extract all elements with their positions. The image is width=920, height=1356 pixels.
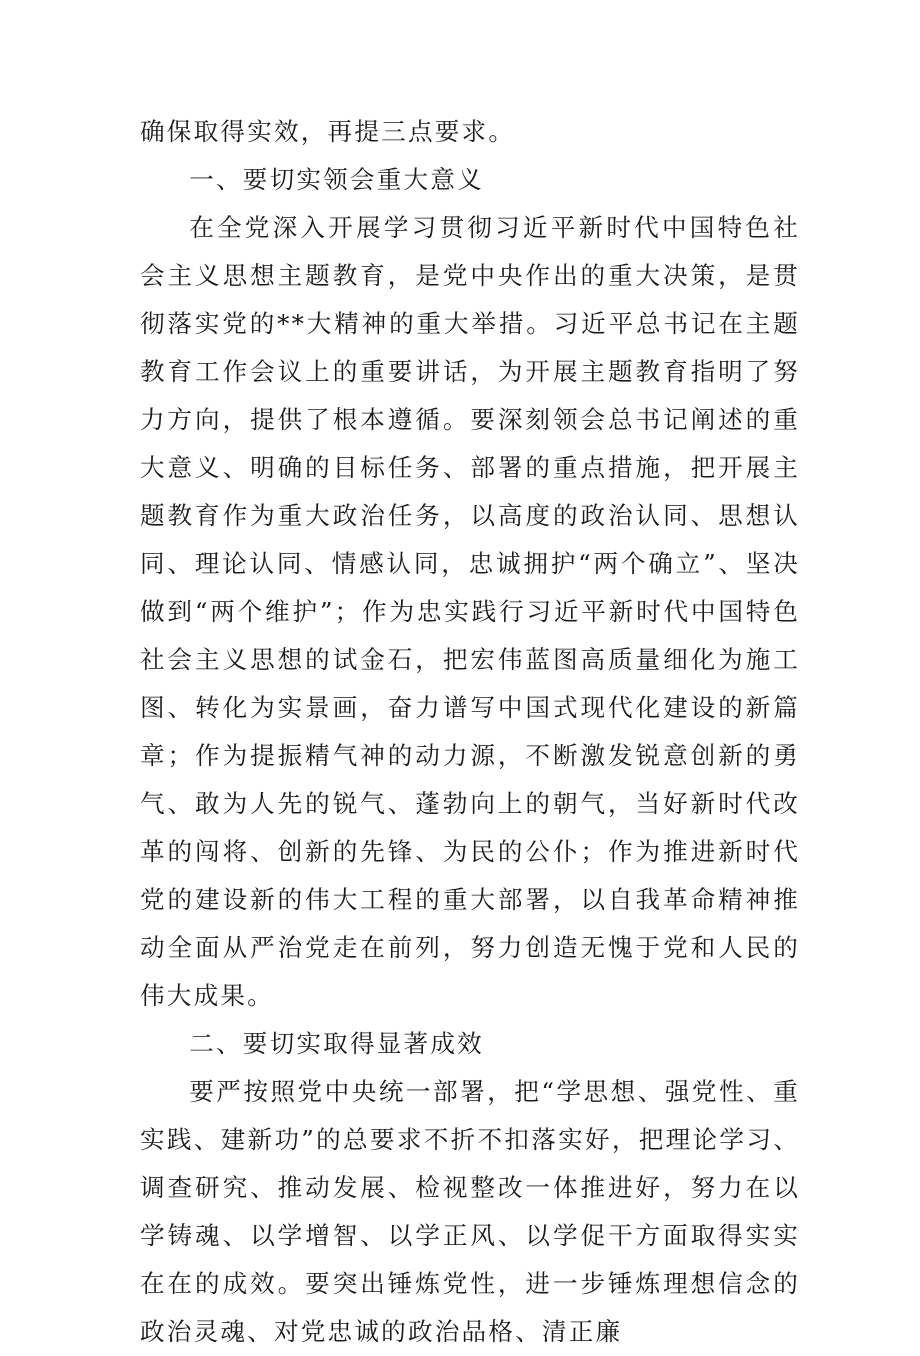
body-paragraph-1: 在全党深入开展学习贯彻习近平新时代中国特色社会主义思想主题教育，是党中央作出的重大决策，是贯彻落实党的**大精神的重大举措。习近平总书记在主题教育工作会议上的重要讲话，为开展主题教育指明了努力方向，提供了根本遵循。要深刻领会总书记阐述的重大意义、明确的目标任务、部署的重点措施，把开展主题教育作为重大政治任务，以高度的政治认同、思想认同、理论认同、情感认同，忠诚拥护“两个确立”、坚决做到“两个维护”；作为忠实践行习近平新时代中国特色社会主义思想的试金石，把宏伟蓝图高质量细化为施工图、转化为实景画，奋力谱写中国式现代化建设的新篇章；作为提振精气神的动力源，不断激发锐意创新的勇气、敢为人先的锐气、蓬勃向上的朝气，当好新时代改革的闯将、创新的先锋、为民的公仆；作为推进新时代党的建设新的伟大工程的重大部署，以自我革命精神推动全面从严治党走在前列，努力创造无愧于党和人民的伟大成果。	[140, 213, 800, 1010]
document-body	[140, 108, 800, 1356]
body-paragraph-2: 要严按照党中央统一部署，把“学思想、强党性、重实践、建新功”的总要求不折不扣落实好，把理论学习、调查研究、推动发展、检视整改一体推进好，努力在以学铸魂、以学增智、以学正风、以学促干方面取得实实在在的成效。要突出锤炼党性，进一步锤炼理想信念的政治灵魂、对党忠诚的政治品格、清正廉	[140, 1077, 800, 1346]
section-heading-1: 一、要切实领会重大意义	[189, 165, 484, 194]
section-heading-2: 二、要切实取得显著成效	[189, 1029, 484, 1058]
continuation-paragraph: 确保取得实效，再提三点要求。	[140, 117, 516, 146]
